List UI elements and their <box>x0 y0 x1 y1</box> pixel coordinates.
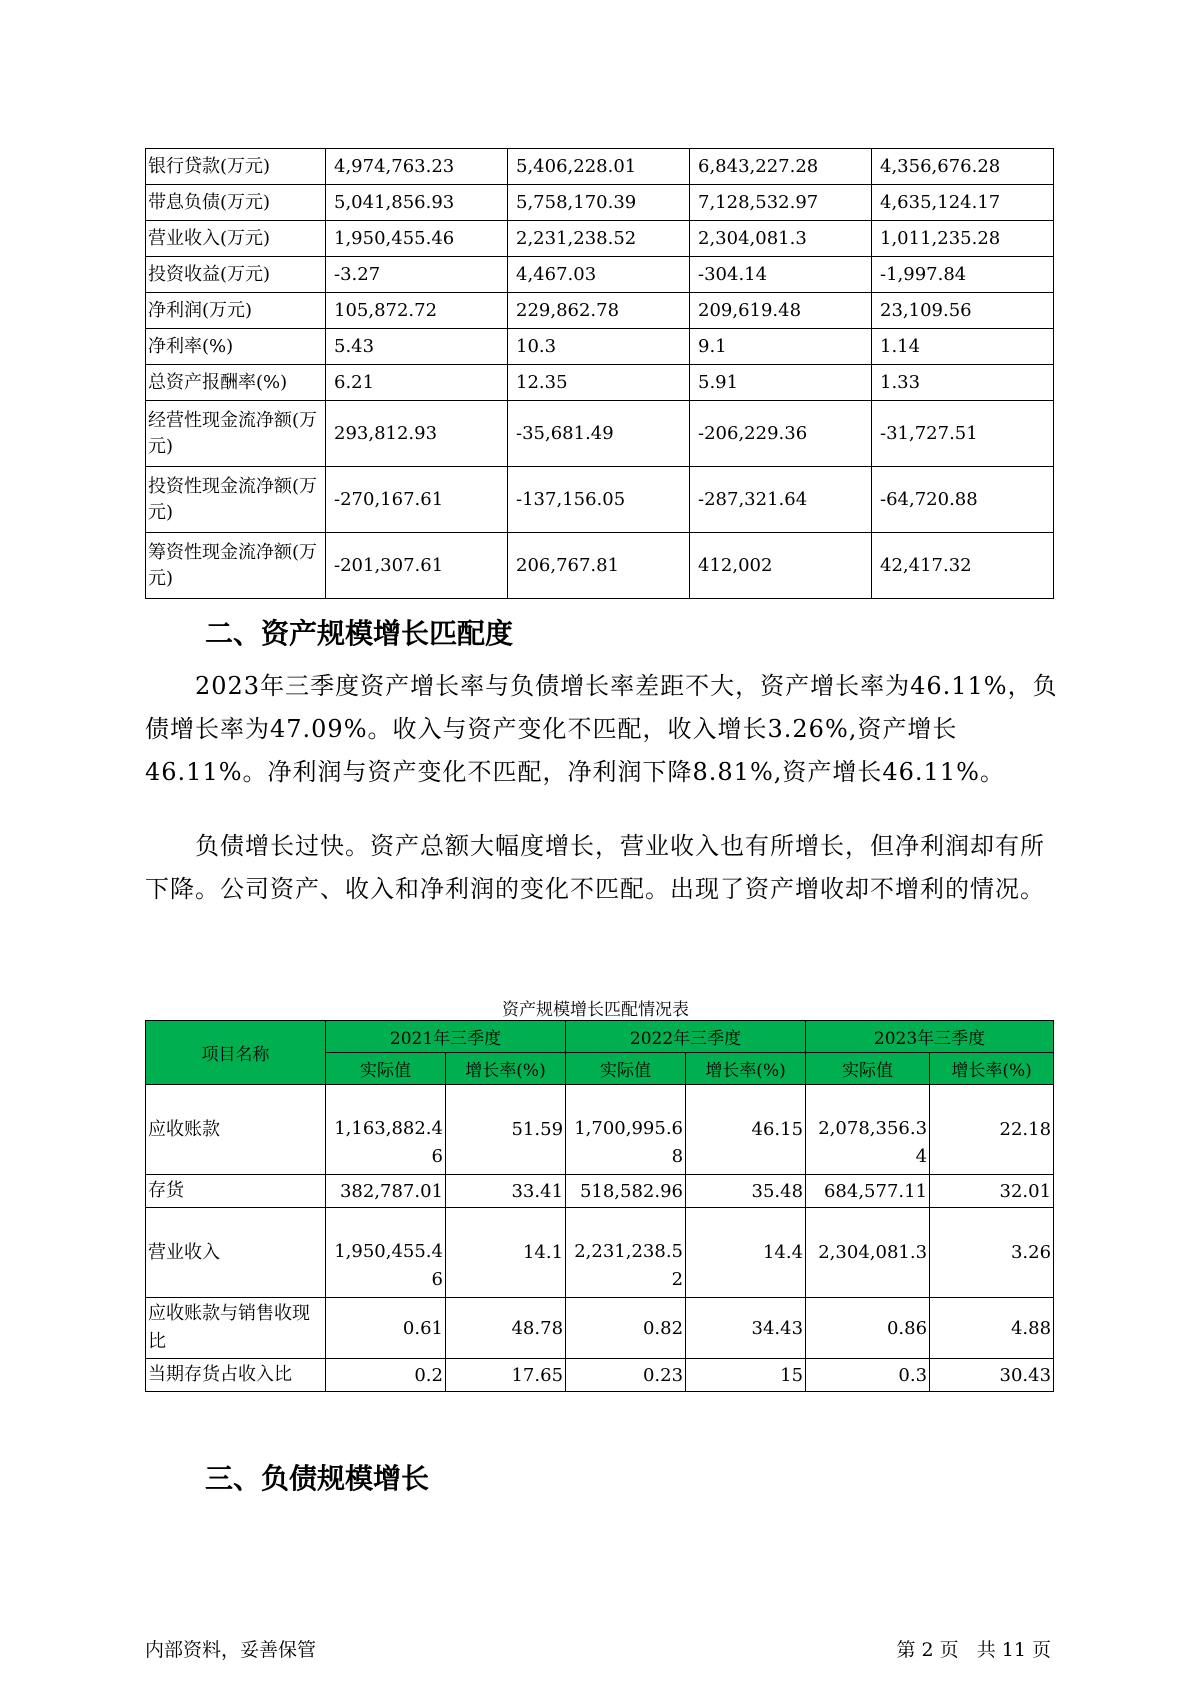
cell-value: 0.86 <box>806 1298 930 1359</box>
footer-page-number: 第 2 页 共 11 页 <box>896 1639 1051 1661</box>
row-label: 带息负债(万元) <box>146 185 326 221</box>
cell-value: 23,109.56 <box>872 293 1054 329</box>
table-row <box>146 1085 1054 1175</box>
header-period: 2022年三季度 <box>566 1021 806 1053</box>
cell-value: 518,582.96 <box>566 1175 686 1208</box>
cell-value: 15 <box>686 1359 806 1392</box>
cell-value: 9.1 <box>690 329 872 365</box>
row-label: 存货 <box>146 1175 326 1208</box>
table-row <box>146 329 1054 365</box>
table-row <box>146 1208 1054 1298</box>
table-row <box>146 533 1054 599</box>
header-growth: 增长率(%) <box>930 1053 1054 1085</box>
cell-value: 229,862.78 <box>508 293 690 329</box>
table-row <box>146 401 1054 467</box>
cell-value: 1,950,455.46 <box>326 221 508 257</box>
cell-value: 1,700,995.68 <box>566 1085 686 1175</box>
cell-value: 105,872.72 <box>326 293 508 329</box>
cell-value: 1.33 <box>872 365 1054 401</box>
paragraph-text: 2023年三季度资产增长率与负债增长率差距不大，资产增长率为46.11%，负债增长率为47.09%。收入与资产变化不匹配，收入增长3.26%,资产增长46.11%。净利润与资产变化不匹配，净利润下降8.81%,资产增长46.11%。 <box>145 672 1058 786</box>
header-actual: 实际值 <box>806 1053 930 1085</box>
table-row <box>146 185 1054 221</box>
cell-value: 2,231,238.52 <box>508 221 690 257</box>
row-label: 银行贷款(万元) <box>146 149 326 185</box>
cell-value: -287,321.64 <box>690 467 872 533</box>
header-actual: 实际值 <box>566 1053 686 1085</box>
cell-value: 1,163,882.46 <box>326 1085 446 1175</box>
row-label: 筹资性现金流净额(万元) <box>146 533 326 599</box>
cell-value: 206,767.81 <box>508 533 690 599</box>
header-actual: 实际值 <box>326 1053 446 1085</box>
cell-value: 4.88 <box>930 1298 1054 1359</box>
cell-value: 0.82 <box>566 1298 686 1359</box>
section-heading: 二、资产规模增长匹配度 <box>205 617 514 650</box>
header-period: 2021年三季度 <box>326 1021 566 1053</box>
cell-value: 30.43 <box>930 1359 1054 1392</box>
row-label: 经营性现金流净额(万元) <box>146 401 326 467</box>
header-growth: 增长率(%) <box>686 1053 806 1085</box>
cell-value: 0.3 <box>806 1359 930 1392</box>
asset-growth-match-table <box>145 1020 1054 1392</box>
table-row <box>146 1175 1054 1208</box>
cell-value: 51.59 <box>446 1085 566 1175</box>
cell-value: 2,078,356.34 <box>806 1085 930 1175</box>
cell-value: 33.41 <box>446 1175 566 1208</box>
cell-value: 12.35 <box>508 365 690 401</box>
cell-value: 17.65 <box>446 1359 566 1392</box>
cell-value: -3.27 <box>326 257 508 293</box>
cell-value: -304.14 <box>690 257 872 293</box>
cell-value: 6,843,227.28 <box>690 149 872 185</box>
cell-value: 5,041,856.93 <box>326 185 508 221</box>
cell-value: -35,681.49 <box>508 401 690 467</box>
cell-value: 1,950,455.46 <box>326 1208 446 1298</box>
section-heading: 三、负债规模增长 <box>205 1462 430 1495</box>
cell-value: 5.91 <box>690 365 872 401</box>
cell-value: 382,787.01 <box>326 1175 446 1208</box>
table-row <box>146 1359 1054 1392</box>
cell-value: 14.1 <box>446 1208 566 1298</box>
table-caption: 资产规模增长匹配情况表 <box>502 1000 689 1020</box>
table-row <box>146 365 1054 401</box>
paragraph-text: 负债增长过快。资产总额大幅度增长，营业收入也有所增长，但净利润却有所下降。公司资产、收入和净利润的变化不匹配。出现了资产增收却不增利的情况。 <box>145 832 1045 903</box>
cell-value: 5,406,228.01 <box>508 149 690 185</box>
cell-value: -206,229.36 <box>690 401 872 467</box>
row-label: 应收账款与销售收现比 <box>146 1298 326 1359</box>
table-row <box>146 1298 1054 1359</box>
cell-value: 209,619.48 <box>690 293 872 329</box>
row-label: 总资产报酬率(%) <box>146 365 326 401</box>
cell-value: 2,304,081.3 <box>806 1208 930 1298</box>
table-row <box>146 149 1054 185</box>
cell-value: 2,304,081.3 <box>690 221 872 257</box>
cell-value: 5,758,170.39 <box>508 185 690 221</box>
cell-value: 14.4 <box>686 1208 806 1298</box>
cell-value: 32.01 <box>930 1175 1054 1208</box>
cell-value: 293,812.93 <box>326 401 508 467</box>
row-label: 净利润(万元) <box>146 293 326 329</box>
cell-value: 3.26 <box>930 1208 1054 1298</box>
cell-value: 4,635,124.17 <box>872 185 1054 221</box>
cell-value: 2,231,238.52 <box>566 1208 686 1298</box>
row-label: 净利率(%) <box>146 329 326 365</box>
cell-value: 4,974,763.23 <box>326 149 508 185</box>
cell-value: 5.43 <box>326 329 508 365</box>
cell-value: 1,011,235.28 <box>872 221 1054 257</box>
paragraph <box>145 665 1065 794</box>
table-row <box>146 293 1054 329</box>
cell-value: 4,467.03 <box>508 257 690 293</box>
table-row <box>146 257 1054 293</box>
cell-value: 48.78 <box>446 1298 566 1359</box>
financial-indicators-table <box>145 148 1054 599</box>
cell-value: -201,307.61 <box>326 533 508 599</box>
footer-confidential-note: 内部资料，妥善保管 <box>145 1639 317 1661</box>
cell-value: 10.3 <box>508 329 690 365</box>
cell-value: 1.14 <box>872 329 1054 365</box>
cell-value: -1,997.84 <box>872 257 1054 293</box>
cell-value: 6.21 <box>326 365 508 401</box>
row-label: 营业收入(万元) <box>146 221 326 257</box>
row-label: 投资性现金流净额(万元) <box>146 467 326 533</box>
cell-value: 35.48 <box>686 1175 806 1208</box>
cell-value: 42,417.32 <box>872 533 1054 599</box>
cell-value: 46.15 <box>686 1085 806 1175</box>
header-growth: 增长率(%) <box>446 1053 566 1085</box>
cell-value: 34.43 <box>686 1298 806 1359</box>
cell-value: 4,356,676.28 <box>872 149 1054 185</box>
cell-value: 0.2 <box>326 1359 446 1392</box>
table-row <box>146 221 1054 257</box>
row-label: 应收账款 <box>146 1085 326 1175</box>
header-item-name: 项目名称 <box>146 1021 326 1085</box>
cell-value: -270,167.61 <box>326 467 508 533</box>
cell-value: 22.18 <box>930 1085 1054 1175</box>
cell-value: -137,156.05 <box>508 467 690 533</box>
cell-value: -31,727.51 <box>872 401 1054 467</box>
row-label: 投资收益(万元) <box>146 257 326 293</box>
paragraph <box>145 825 1065 911</box>
header-period: 2023年三季度 <box>806 1021 1054 1053</box>
cell-value: 7,128,532.97 <box>690 185 872 221</box>
row-label: 当期存货占收入比 <box>146 1359 326 1392</box>
cell-value: 412,002 <box>690 533 872 599</box>
cell-value: 0.61 <box>326 1298 446 1359</box>
table-row <box>146 467 1054 533</box>
header-row <box>146 1021 1054 1053</box>
cell-value: -64,720.88 <box>872 467 1054 533</box>
cell-value: 684,577.11 <box>806 1175 930 1208</box>
row-label: 营业收入 <box>146 1208 326 1298</box>
cell-value: 0.23 <box>566 1359 686 1392</box>
